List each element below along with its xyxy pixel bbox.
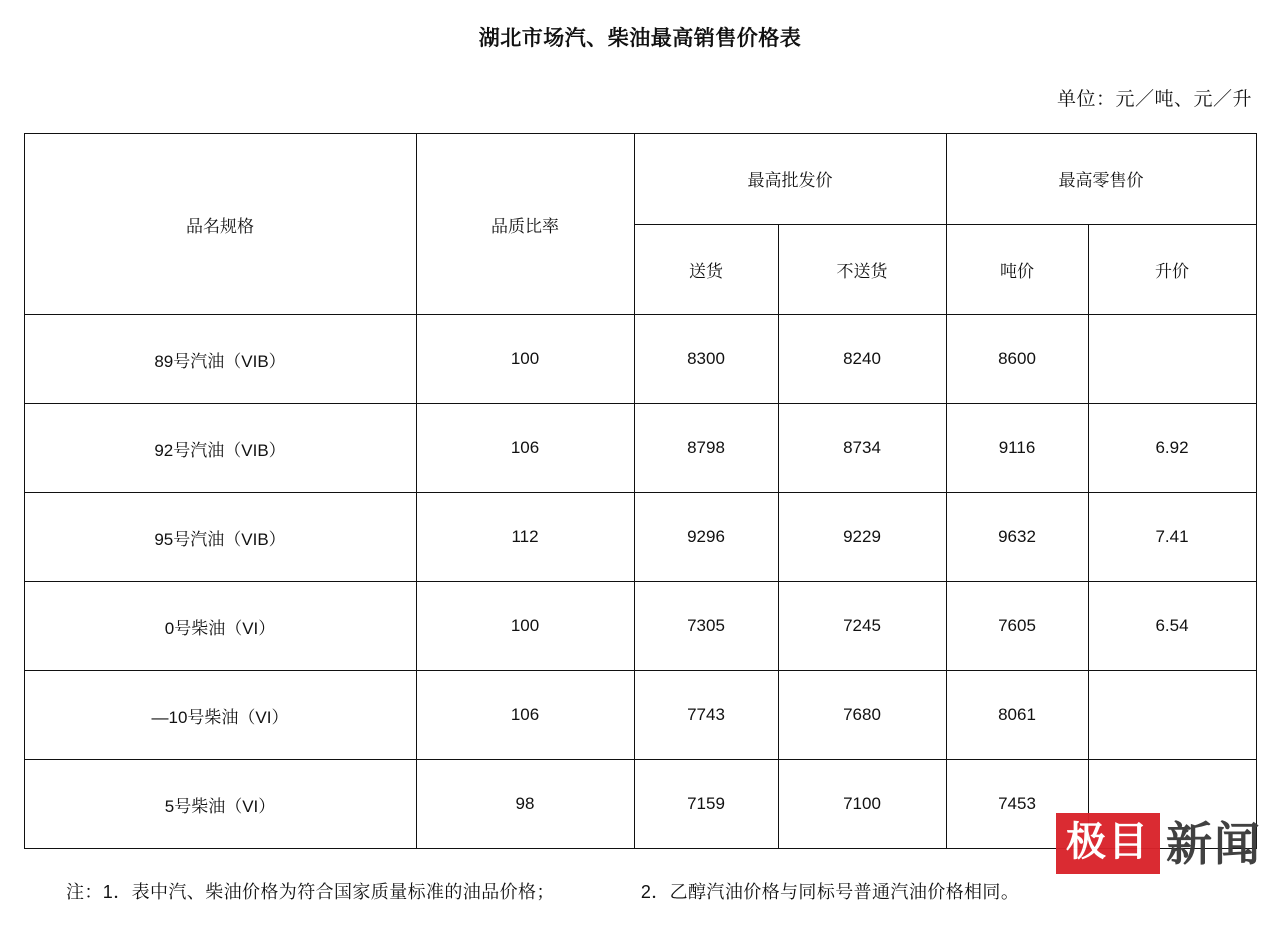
- cell-retail-liter: [1088, 315, 1256, 404]
- header-no-delivery: 不送货: [778, 224, 946, 315]
- header-delivery: 送货: [634, 224, 778, 315]
- cell-wholesale-delivery: 7305: [634, 582, 778, 671]
- table-row: [24, 315, 1256, 404]
- cell-retail-ton: 9116: [946, 404, 1088, 493]
- cell-retail-liter: 6.92: [1088, 404, 1256, 493]
- header-quality-ratio: 品质比率: [416, 134, 634, 315]
- header-max-retail: 最高零售价: [946, 134, 1256, 225]
- cell-retail-ton: 7605: [946, 582, 1088, 671]
- watermark-text: 新闻: [1166, 816, 1262, 871]
- cell-wholesale-no-delivery: 9229: [778, 493, 946, 582]
- table-row: [24, 493, 1256, 582]
- cell-wholesale-no-delivery: 8734: [778, 404, 946, 493]
- header-max-wholesale: 最高批发价: [634, 134, 946, 225]
- table-row: [24, 671, 1256, 760]
- cell-product-name: 89号汽油（VIB）: [24, 315, 416, 404]
- table-row: [24, 760, 1256, 849]
- table-row: [24, 582, 1256, 671]
- cell-retail-liter: 7.41: [1088, 493, 1256, 582]
- cell-wholesale-delivery: 7743: [634, 671, 778, 760]
- cell-retail-ton: 8061: [946, 671, 1088, 760]
- cell-retail-ton: 9632: [946, 493, 1088, 582]
- cell-wholesale-no-delivery: 8240: [778, 315, 946, 404]
- cell-retail-ton: 8600: [946, 315, 1088, 404]
- cell-wholesale-delivery: 8300: [634, 315, 778, 404]
- header-ton-price: 吨价: [946, 224, 1088, 315]
- cell-product-name: 95号汽油（VIB）: [24, 493, 416, 582]
- cell-retail-liter: 6.54: [1088, 582, 1256, 671]
- cell-quality-ratio: 112: [416, 493, 634, 582]
- cell-wholesale-delivery: 9296: [634, 493, 778, 582]
- table-header: [24, 134, 1256, 315]
- page-title: 湖北市场汽、柴油最高销售价格表: [478, 27, 802, 50]
- cell-wholesale-no-delivery: 7245: [778, 582, 946, 671]
- unit-note: 单位：元／吨、元／升: [1056, 89, 1252, 110]
- cell-quality-ratio: 100: [416, 582, 634, 671]
- cell-wholesale-no-delivery: 7100: [778, 760, 946, 849]
- table-body: [24, 315, 1256, 849]
- footnote-1: 注：1．表中汽、柴油价格为符合国家质量标准的油品价格；: [66, 882, 555, 902]
- cell-product-name: —10号柴油（VI）: [24, 671, 416, 760]
- header-liter-price: 升价: [1088, 224, 1256, 315]
- cell-quality-ratio: 98: [416, 760, 634, 849]
- table-row: [24, 404, 1256, 493]
- footnotes: [0, 878, 1280, 904]
- watermark-badge: 极目: [1056, 813, 1160, 874]
- cell-retail-liter: [1088, 760, 1256, 849]
- header-name-spec: 品名规格: [24, 134, 416, 315]
- cell-product-name: 0号柴油（VI）: [24, 582, 416, 671]
- cell-wholesale-delivery: 8798: [634, 404, 778, 493]
- footnote-2: 2．乙醇汽油价格与同标号普通汽油价格相同。: [640, 882, 1020, 902]
- cell-retail-liter: [1088, 671, 1256, 760]
- cell-product-name: 5号柴油（VI）: [24, 760, 416, 849]
- document-page: [0, 22, 1280, 932]
- cell-retail-ton: 7453: [946, 760, 1088, 849]
- price-table: [24, 133, 1257, 849]
- cell-product-name: 92号汽油（VIB）: [24, 404, 416, 493]
- cell-quality-ratio: 106: [416, 404, 634, 493]
- cell-wholesale-no-delivery: 7680: [778, 671, 946, 760]
- cell-quality-ratio: 106: [416, 671, 634, 760]
- cell-wholesale-delivery: 7159: [634, 760, 778, 849]
- cell-quality-ratio: 100: [416, 315, 634, 404]
